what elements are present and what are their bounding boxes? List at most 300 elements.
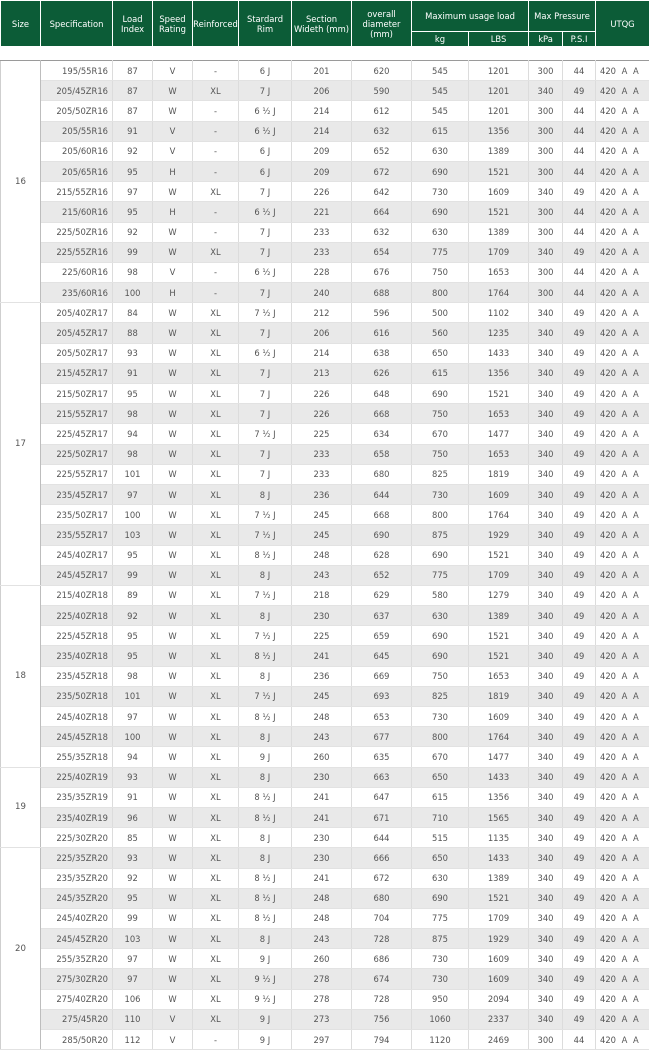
header-section-width: Section Wideth (mm): [292, 1, 352, 47]
cell-section-width: 214: [292, 101, 352, 121]
table-row: [1, 1009, 649, 1029]
cell-pressure-psi: 44: [563, 121, 596, 141]
cell-pressure-psi: 49: [563, 404, 596, 424]
cell-load-kg: 730: [412, 484, 469, 504]
cell-utqg: 420 A A: [596, 525, 649, 545]
cell-pressure-psi: 49: [563, 1009, 596, 1029]
cell-spec: 235/40ZR19: [41, 807, 113, 827]
cell-reinforced: XL: [193, 848, 239, 868]
table-row: [1, 767, 649, 787]
cell-spec: 225/40ZR18: [41, 606, 113, 626]
cell-spec: 275/40ZR20: [41, 989, 113, 1009]
cell-overall-diameter: 663: [352, 767, 412, 787]
cell-utqg: 420 A A: [596, 182, 649, 202]
cell-section-width: 245: [292, 505, 352, 525]
cell-utqg: 420 A A: [596, 61, 649, 81]
table-row: [1, 424, 649, 444]
cell-section-width: 248: [292, 888, 352, 908]
cell-standard-rim: 8 ½ J: [239, 646, 292, 666]
cell-utqg: 420 A A: [596, 323, 649, 343]
cell-load-index: 91: [113, 787, 153, 807]
table-row: [1, 686, 649, 706]
cell-reinforced: -: [193, 161, 239, 181]
table-row: [1, 868, 649, 888]
cell-spec: 235/45ZR17: [41, 484, 113, 504]
cell-standard-rim: 6 ½ J: [239, 101, 292, 121]
cell-speed-rating: W: [153, 807, 193, 827]
cell-load-lbs: 1609: [469, 484, 529, 504]
cell-utqg: 420 A A: [596, 807, 649, 827]
cell-pressure-psi: 49: [563, 848, 596, 868]
cell-overall-diameter: 671: [352, 807, 412, 827]
cell-spec: 225/50ZR17: [41, 444, 113, 464]
cell-speed-rating: W: [153, 969, 193, 989]
table-row: [1, 969, 649, 989]
cell-load-index: 98: [113, 404, 153, 424]
cell-spec: 225/55ZR17: [41, 464, 113, 484]
cell-pressure-psi: 49: [563, 242, 596, 262]
cell-utqg: 420 A A: [596, 565, 649, 585]
cell-spec: 215/55ZR17: [41, 404, 113, 424]
cell-pressure-kpa: 300: [529, 262, 563, 282]
cell-spec: 245/35ZR20: [41, 888, 113, 908]
cell-reinforced: -: [193, 121, 239, 141]
cell-load-kg: 670: [412, 424, 469, 444]
cell-pressure-psi: 49: [563, 686, 596, 706]
cell-load-index: 100: [113, 727, 153, 747]
cell-load-lbs: 1135: [469, 828, 529, 848]
cell-standard-rim: 8 J: [239, 727, 292, 747]
cell-section-width: 230: [292, 828, 352, 848]
cell-pressure-kpa: 340: [529, 565, 563, 585]
cell-section-width: 233: [292, 444, 352, 464]
cell-overall-diameter: 634: [352, 424, 412, 444]
cell-section-width: 260: [292, 747, 352, 767]
cell-pressure-psi: 49: [563, 707, 596, 727]
cell-load-lbs: 1709: [469, 565, 529, 585]
cell-pressure-psi: 49: [563, 807, 596, 827]
cell-standard-rim: 7 J: [239, 323, 292, 343]
cell-overall-diameter: 677: [352, 727, 412, 747]
cell-pressure-kpa: 340: [529, 787, 563, 807]
cell-load-lbs: 1929: [469, 929, 529, 949]
cell-overall-diameter: 669: [352, 666, 412, 686]
cell-load-lbs: 1201: [469, 61, 529, 81]
cell-load-index: 103: [113, 525, 153, 545]
cell-load-lbs: 1201: [469, 101, 529, 121]
cell-spec: 215/60R16: [41, 202, 113, 222]
header-kg: kg: [412, 32, 469, 47]
cell-reinforced: XL: [193, 525, 239, 545]
cell-standard-rim: 9 J: [239, 747, 292, 767]
cell-utqg: 420 A A: [596, 242, 649, 262]
table-row: [1, 989, 649, 1009]
cell-load-lbs: 1389: [469, 606, 529, 626]
cell-load-index: 92: [113, 141, 153, 161]
cell-speed-rating: W: [153, 384, 193, 404]
cell-speed-rating: W: [153, 323, 193, 343]
cell-standard-rim: 7 J: [239, 182, 292, 202]
cell-reinforced: XL: [193, 807, 239, 827]
cell-load-index: 91: [113, 121, 153, 141]
cell-section-width: 214: [292, 343, 352, 363]
cell-load-index: 95: [113, 545, 153, 565]
cell-section-width: 240: [292, 283, 352, 303]
cell-load-lbs: 1653: [469, 262, 529, 282]
cell-pressure-psi: 49: [563, 484, 596, 504]
cell-reinforced: XL: [193, 626, 239, 646]
cell-speed-rating: W: [153, 505, 193, 525]
cell-standard-rim: 8 ½ J: [239, 707, 292, 727]
cell-pressure-kpa: 300: [529, 283, 563, 303]
cell-section-width: 297: [292, 1030, 352, 1050]
cell-spec: 245/45ZR18: [41, 727, 113, 747]
cell-speed-rating: H: [153, 161, 193, 181]
cell-overall-diameter: 620: [352, 61, 412, 81]
cell-speed-rating: V: [153, 121, 193, 141]
table-row: [1, 262, 649, 282]
cell-utqg: 420 A A: [596, 1009, 649, 1029]
cell-standard-rim: 7 J: [239, 363, 292, 383]
cell-load-index: 91: [113, 363, 153, 383]
cell-reinforced: XL: [193, 323, 239, 343]
cell-spec: 235/50ZR17: [41, 505, 113, 525]
cell-speed-rating: W: [153, 222, 193, 242]
cell-reinforced: XL: [193, 828, 239, 848]
cell-spec: 225/55ZR16: [41, 242, 113, 262]
cell-load-index: 95: [113, 202, 153, 222]
cell-load-kg: 580: [412, 585, 469, 605]
cell-overall-diameter: 652: [352, 141, 412, 161]
cell-pressure-psi: 49: [563, 747, 596, 767]
cell-pressure-psi: 49: [563, 989, 596, 1009]
cell-section-width: 221: [292, 202, 352, 222]
cell-speed-rating: W: [153, 686, 193, 706]
cell-reinforced: XL: [193, 908, 239, 928]
cell-section-width: 228: [292, 262, 352, 282]
cell-utqg: 420 A A: [596, 828, 649, 848]
cell-pressure-psi: 44: [563, 283, 596, 303]
cell-pressure-kpa: 340: [529, 404, 563, 424]
cell-load-lbs: 1102: [469, 303, 529, 323]
cell-load-index: 98: [113, 444, 153, 464]
cell-utqg: 420 A A: [596, 262, 649, 282]
cell-utqg: 420 A A: [596, 888, 649, 908]
cell-speed-rating: W: [153, 81, 193, 101]
cell-pressure-kpa: 340: [529, 464, 563, 484]
cell-load-index: 94: [113, 747, 153, 767]
cell-spec: 205/45ZR17: [41, 323, 113, 343]
cell-speed-rating: V: [153, 61, 193, 81]
cell-load-kg: 690: [412, 626, 469, 646]
cell-load-kg: 690: [412, 161, 469, 181]
header-kpa: kPa: [529, 32, 563, 47]
cell-load-lbs: 1521: [469, 626, 529, 646]
cell-load-kg: 690: [412, 888, 469, 908]
cell-speed-rating: W: [153, 666, 193, 686]
cell-load-lbs: 1521: [469, 545, 529, 565]
table-row: [1, 343, 649, 363]
table-row: [1, 585, 649, 605]
table-row: [1, 363, 649, 383]
cell-load-kg: 825: [412, 686, 469, 706]
cell-load-lbs: 1521: [469, 161, 529, 181]
cell-load-lbs: 1521: [469, 646, 529, 666]
cell-standard-rim: 6 J: [239, 61, 292, 81]
table-row: [1, 222, 649, 242]
cell-section-width: 233: [292, 222, 352, 242]
table-row: [1, 787, 649, 807]
cell-utqg: 420 A A: [596, 161, 649, 181]
table-row: [1, 505, 649, 525]
cell-utqg: 420 A A: [596, 868, 649, 888]
cell-spec: 205/60R16: [41, 141, 113, 161]
cell-load-kg: 750: [412, 404, 469, 424]
cell-load-lbs: 1709: [469, 242, 529, 262]
cell-pressure-kpa: 340: [529, 303, 563, 323]
table-row: [1, 747, 649, 767]
cell-standard-rim: 6 J: [239, 141, 292, 161]
cell-standard-rim: 8 ½ J: [239, 908, 292, 928]
cell-load-lbs: 1477: [469, 747, 529, 767]
cell-spec: 225/50ZR16: [41, 222, 113, 242]
cell-reinforced: XL: [193, 343, 239, 363]
cell-spec: 205/55R16: [41, 121, 113, 141]
table-row: [1, 61, 649, 81]
cell-spec: 235/35ZR20: [41, 868, 113, 888]
cell-overall-diameter: 728: [352, 929, 412, 949]
cell-pressure-kpa: 340: [529, 868, 563, 888]
cell-utqg: 420 A A: [596, 121, 649, 141]
cell-speed-rating: W: [153, 182, 193, 202]
cell-section-width: 233: [292, 242, 352, 262]
cell-spec: 225/45ZR18: [41, 626, 113, 646]
cell-section-width: 278: [292, 989, 352, 1009]
cell-utqg: 420 A A: [596, 464, 649, 484]
cell-pressure-psi: 44: [563, 202, 596, 222]
cell-standard-rim: 7 J: [239, 242, 292, 262]
cell-load-index: 92: [113, 222, 153, 242]
cell-load-kg: 800: [412, 505, 469, 525]
cell-reinforced: XL: [193, 424, 239, 444]
cell-spec: 245/45ZR20: [41, 929, 113, 949]
cell-speed-rating: W: [153, 424, 193, 444]
cell-pressure-psi: 44: [563, 1030, 596, 1050]
cell-overall-diameter: 672: [352, 161, 412, 181]
cell-speed-rating: W: [153, 565, 193, 585]
cell-load-kg: 615: [412, 363, 469, 383]
cell-pressure-kpa: 340: [529, 384, 563, 404]
cell-load-lbs: 1235: [469, 323, 529, 343]
table-row: [1, 949, 649, 969]
cell-load-kg: 730: [412, 182, 469, 202]
cell-overall-diameter: 612: [352, 101, 412, 121]
cell-load-index: 97: [113, 484, 153, 504]
cell-spec: 235/55ZR17: [41, 525, 113, 545]
cell-standard-rim: 6 J: [239, 161, 292, 181]
cell-reinforced: XL: [193, 404, 239, 424]
cell-pressure-psi: 49: [563, 343, 596, 363]
cell-utqg: 420 A A: [596, 424, 649, 444]
cell-reinforced: -: [193, 1030, 239, 1050]
cell-pressure-psi: 49: [563, 464, 596, 484]
cell-section-width: 230: [292, 767, 352, 787]
cell-pressure-kpa: 340: [529, 505, 563, 525]
cell-section-width: 209: [292, 161, 352, 181]
cell-pressure-kpa: 300: [529, 121, 563, 141]
cell-pressure-kpa: 340: [529, 646, 563, 666]
cell-load-lbs: 1653: [469, 666, 529, 686]
cell-utqg: 420 A A: [596, 727, 649, 747]
cell-load-lbs: 1433: [469, 767, 529, 787]
cell-utqg: 420 A A: [596, 101, 649, 121]
header-lbs: LBS: [469, 32, 529, 47]
cell-standard-rim: 6 ½ J: [239, 202, 292, 222]
cell-section-width: 225: [292, 424, 352, 444]
table-row: [1, 303, 649, 323]
cell-overall-diameter: 676: [352, 262, 412, 282]
cell-load-index: 87: [113, 81, 153, 101]
cell-utqg: 420 A A: [596, 626, 649, 646]
cell-load-index: 97: [113, 969, 153, 989]
cell-load-kg: 650: [412, 848, 469, 868]
table-row: [1, 626, 649, 646]
cell-pressure-psi: 49: [563, 888, 596, 908]
cell-overall-diameter: 658: [352, 444, 412, 464]
cell-section-width: 230: [292, 848, 352, 868]
cell-reinforced: XL: [193, 747, 239, 767]
cell-load-kg: 630: [412, 606, 469, 626]
cell-pressure-psi: 49: [563, 565, 596, 585]
cell-spec: 225/35ZR20: [41, 848, 113, 868]
table-row: [1, 464, 649, 484]
cell-pressure-kpa: 340: [529, 242, 563, 262]
cell-pressure-psi: 44: [563, 222, 596, 242]
cell-reinforced: -: [193, 202, 239, 222]
cell-pressure-psi: 49: [563, 666, 596, 686]
cell-reinforced: XL: [193, 787, 239, 807]
cell-utqg: 420 A A: [596, 707, 649, 727]
cell-speed-rating: W: [153, 585, 193, 605]
cell-load-kg: 1120: [412, 1030, 469, 1050]
header-max-pressure: Max Pressure: [529, 1, 596, 32]
cell-load-lbs: 1356: [469, 121, 529, 141]
cell-standard-rim: 8 ½ J: [239, 787, 292, 807]
cell-pressure-kpa: 340: [529, 767, 563, 787]
cell-load-index: 84: [113, 303, 153, 323]
table-row: [1, 1030, 649, 1050]
cell-utqg: 420 A A: [596, 848, 649, 868]
cell-section-width: 225: [292, 626, 352, 646]
cell-standard-rim: 9 J: [239, 949, 292, 969]
cell-pressure-kpa: 300: [529, 161, 563, 181]
cell-load-index: 99: [113, 565, 153, 585]
cell-spec: 195/55R16: [41, 61, 113, 81]
cell-load-index: 88: [113, 323, 153, 343]
cell-load-index: 87: [113, 61, 153, 81]
cell-spec: 245/40ZR18: [41, 707, 113, 727]
cell-pressure-kpa: 340: [529, 686, 563, 706]
cell-load-lbs: 1433: [469, 343, 529, 363]
table-row: [1, 646, 649, 666]
header-utqg: UTQG: [596, 1, 649, 47]
cell-pressure-kpa: 340: [529, 626, 563, 646]
header-specification: Specification: [41, 1, 113, 47]
table-row: [1, 141, 649, 161]
cell-pressure-psi: 49: [563, 424, 596, 444]
cell-section-width: 243: [292, 565, 352, 585]
cell-standard-rim: 8 J: [239, 767, 292, 787]
cell-load-kg: 775: [412, 908, 469, 928]
cell-load-index: 95: [113, 626, 153, 646]
cell-utqg: 420 A A: [596, 767, 649, 787]
cell-overall-diameter: 666: [352, 848, 412, 868]
cell-load-kg: 750: [412, 666, 469, 686]
cell-load-index: 98: [113, 262, 153, 282]
cell-reinforced: XL: [193, 585, 239, 605]
table-row: [1, 283, 649, 303]
cell-overall-diameter: 668: [352, 505, 412, 525]
cell-reinforced: XL: [193, 484, 239, 504]
cell-utqg: 420 A A: [596, 141, 649, 161]
cell-overall-diameter: 674: [352, 969, 412, 989]
cell-spec: 205/40ZR17: [41, 303, 113, 323]
cell-load-kg: 950: [412, 989, 469, 1009]
cell-load-kg: 500: [412, 303, 469, 323]
cell-utqg: 420 A A: [596, 969, 649, 989]
cell-load-index: 97: [113, 182, 153, 202]
cell-load-kg: 560: [412, 323, 469, 343]
cell-spec: 275/45R20: [41, 1009, 113, 1029]
cell-standard-rim: 8 J: [239, 606, 292, 626]
cell-reinforced: XL: [193, 1009, 239, 1029]
cell-pressure-kpa: 300: [529, 101, 563, 121]
cell-utqg: 420 A A: [596, 384, 649, 404]
cell-load-lbs: 1764: [469, 283, 529, 303]
cell-pressure-kpa: 340: [529, 444, 563, 464]
cell-load-lbs: 1356: [469, 363, 529, 383]
cell-load-lbs: 1929: [469, 525, 529, 545]
cell-speed-rating: W: [153, 929, 193, 949]
cell-load-index: 101: [113, 686, 153, 706]
cell-reinforced: -: [193, 61, 239, 81]
cell-speed-rating: W: [153, 989, 193, 1009]
cell-utqg: 420 A A: [596, 1030, 649, 1050]
cell-load-index: 87: [113, 101, 153, 121]
cell-pressure-kpa: 340: [529, 949, 563, 969]
cell-speed-rating: W: [153, 525, 193, 545]
cell-standard-rim: 7 ½ J: [239, 525, 292, 545]
cell-speed-rating: W: [153, 626, 193, 646]
size-group-label: 16: [1, 61, 41, 303]
cell-load-kg: 730: [412, 707, 469, 727]
cell-utqg: 420 A A: [596, 283, 649, 303]
cell-pressure-psi: 49: [563, 384, 596, 404]
cell-pressure-kpa: 340: [529, 969, 563, 989]
cell-load-index: 95: [113, 888, 153, 908]
cell-overall-diameter: 794: [352, 1030, 412, 1050]
cell-load-kg: 800: [412, 283, 469, 303]
cell-pressure-psi: 49: [563, 787, 596, 807]
cell-overall-diameter: 664: [352, 202, 412, 222]
cell-load-kg: 750: [412, 262, 469, 282]
cell-load-kg: 775: [412, 242, 469, 262]
cell-load-index: 101: [113, 464, 153, 484]
cell-load-kg: 630: [412, 222, 469, 242]
cell-load-index: 95: [113, 161, 153, 181]
cell-reinforced: -: [193, 283, 239, 303]
cell-pressure-kpa: 340: [529, 707, 563, 727]
